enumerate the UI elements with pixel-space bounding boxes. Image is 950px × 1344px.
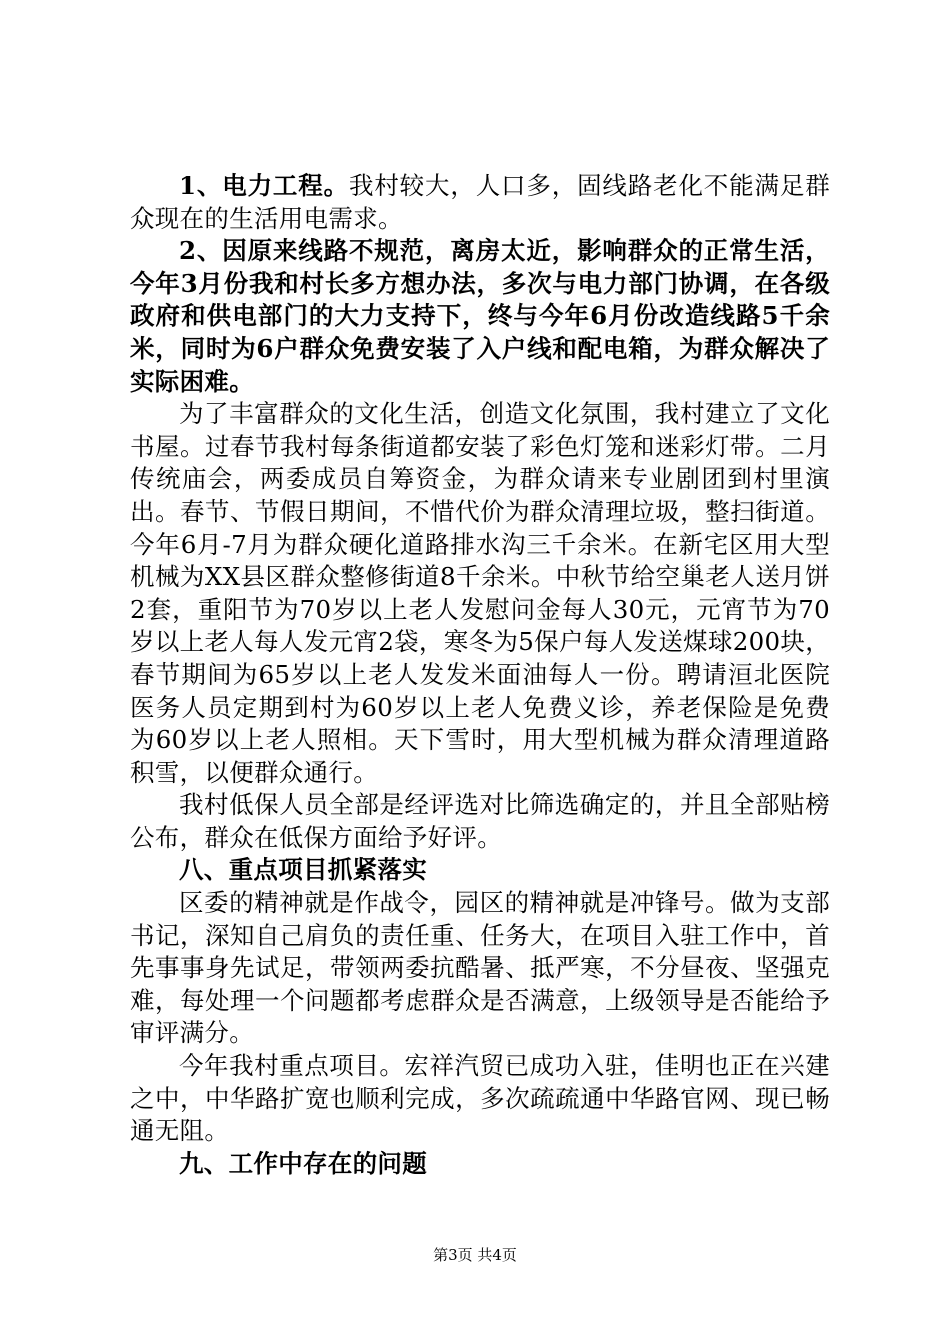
paragraph-key-projects-this-year [130, 1050, 830, 1148]
paragraph-lead: 1、电力工程。 [179, 171, 349, 200]
paragraph-text: 我村低保人员全部是经评选对比筛选确定的，并且全部贴榜公布，群众在低保方面给予好评。 [130, 790, 830, 852]
page-footer [0, 1244, 950, 1265]
section-heading-problems [130, 1148, 830, 1181]
document-body [130, 170, 830, 1180]
paragraph-text: 区委的精神就是作战令，园区的精神就是冲锋号。做为支部书记，深知自己肩负的责任重、任务大，在项目入驻工作中，首先事事身先试足，带领两委抗酷暑、抵严寒，不分昼夜、坚强克难，每处理一个问题都考虑群众是否满意，上级领导是否能给予审评满分。 [130, 888, 830, 1048]
section-heading-key-projects [130, 854, 830, 887]
paragraph-text: 为了丰富群众的文化生活，创造文化氛围，我村建立了文化书屋。过春节我村每条街道都安装了彩色灯笼和迷彩灯带。二月传统庙会，两委成员自筹资金，为群众请来专业剧团到村里演出。春节、节假日期间，不惜代价为群众清理垃圾，整扫街道。今年6月-7月为群众硬化道路排水沟三千余米。在新宅区用大型机械为XX县区群众整修街道8千余米。中秋节给空巢老人送月饼2套，重阳节为70岁以上老人发慰问金每人30元，元宵节为70岁以上老人每人发元宵2袋，寒冬为5保户每人发送煤球200块，春节期间为65岁以上老人发发米面油每人一份。聘请洹北医院医务人员定期到村为60岁以上老人免费义诊，养老保险是免费为60岁以上老人照相。天下雪时，用大型机械为群众清理道路积雪，以便群众通行。 [130, 399, 830, 787]
paragraph-text: 我村较大，人口多，固线路老化不能满足群众现在的生活用电需求。 [130, 171, 830, 233]
page-number: 第3页 共4页 [433, 1246, 517, 1264]
section-heading: 八、重点项目抓紧落实 [179, 855, 427, 885]
section-heading: 九、工作中存在的问题 [179, 1148, 427, 1178]
paragraph-power-project [130, 170, 830, 235]
paragraph-culture-life [130, 398, 830, 789]
paragraph-line-renovation [130, 235, 830, 398]
paragraph-text: 今年我村重点项目。宏祥汽贸已成功入驻，佳明也正在兴建之中，中华路扩宽也顺利完成，多次疏疏通中华路官网、现已畅通无阻。 [130, 1051, 830, 1146]
paragraph-text: 2、因原来线路不规范，离房太近，影响群众的正常生活，今年3月份我和村长多方想办法，多次与电力部门协调，在各级政府和供电部门的大力支持下，终与今年6月份改造线路5千余米，同时为6户群众免费安装了入户线和配电箱，为群众解决了实际困难。 [130, 236, 830, 396]
paragraph-district-spirit [130, 887, 830, 1050]
paragraph-low-income [130, 789, 830, 854]
